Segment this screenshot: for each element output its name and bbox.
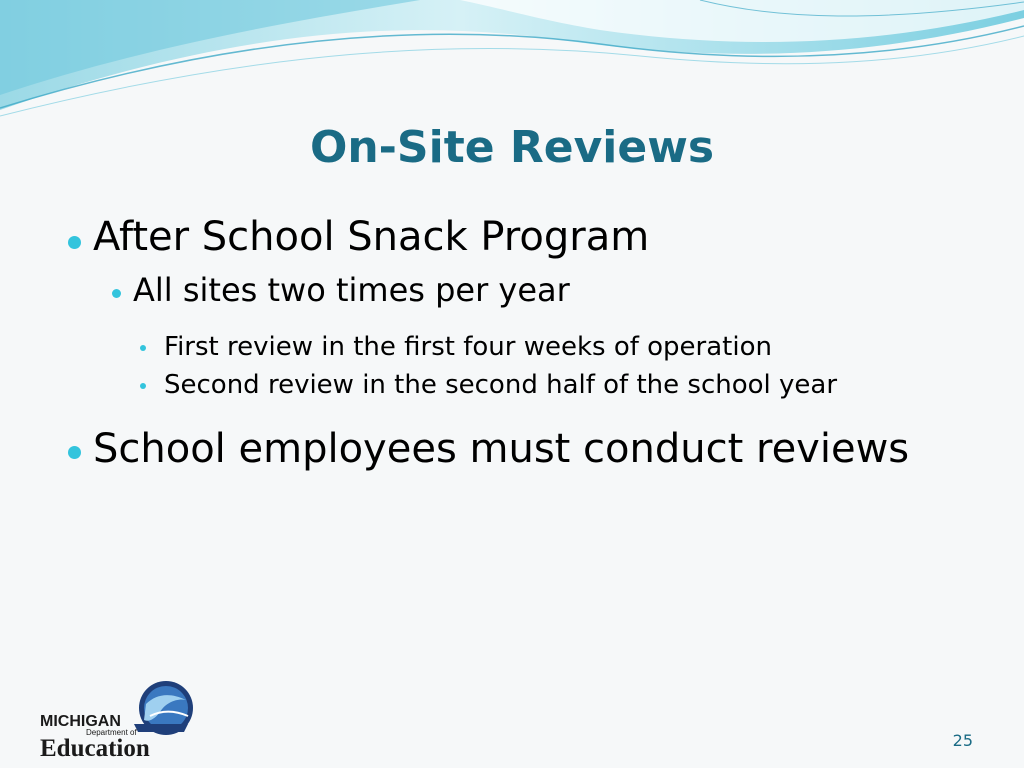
bullet-list [60,212,960,476]
page-number: 25 [952,731,973,750]
slide-title: On-Site Reviews [309,122,715,173]
bullet-text: School employees must conduct reviews [93,426,910,472]
bullet-level3 [60,370,960,400]
logo-line3: Education [40,735,150,760]
bullet-text: First review in the first four weeks of operation [164,332,772,362]
logo-line2: Department of [86,728,137,737]
header-wave-decoration [0,0,1024,130]
bullet-text: After School Snack Program [93,214,650,260]
bullet-level2 [60,270,960,310]
bullet-dot-icon [112,289,121,298]
bullet-dot-icon [68,236,81,249]
bullet-level3 [60,332,960,362]
bullet-text: Second review in the second half of the school year [164,370,838,400]
bullet-dot-icon [140,345,146,351]
logo-line1: MICHIGAN [40,713,121,730]
bullet-dot-icon [140,383,146,389]
bullet-text: All sites two times per year [133,271,570,309]
bullet-dot-icon [68,446,81,459]
bullet-level1 [60,422,960,476]
michigan-education-logo [38,680,218,760]
bullet-level1 [60,212,960,262]
